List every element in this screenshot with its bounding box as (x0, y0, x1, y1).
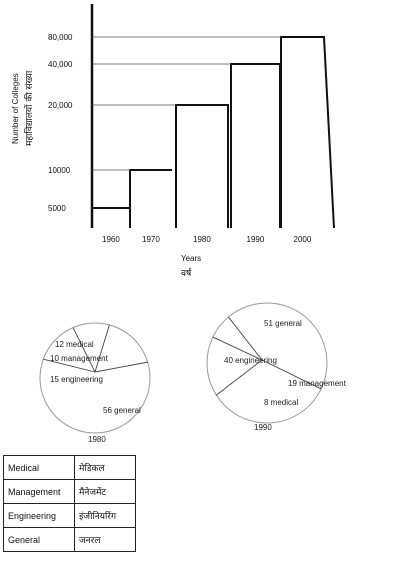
y-tick-label: 20,000 (48, 101, 73, 110)
x-tick-label: 1960 (102, 235, 120, 244)
slice-label: 10 management (50, 354, 108, 363)
y-tick-label: 5000 (48, 204, 66, 213)
x-tick-label: 1980 (193, 235, 211, 244)
x-axis-title-hindi: वर्ष (181, 269, 192, 279)
y-tick-label: 10000 (48, 166, 71, 175)
bar (130, 170, 172, 228)
pie-chart-1990 (207, 303, 347, 432)
slice-label: 15 engineering (50, 375, 103, 384)
bar (92, 208, 130, 228)
bar (176, 105, 228, 228)
legend-hindi: मैनेजमेंट (75, 480, 136, 504)
x-tick-label: 1990 (246, 235, 265, 244)
bar-chart (11, 4, 334, 279)
slice-label: 51 general (264, 319, 302, 328)
slice-label: 40 engineering (224, 356, 277, 365)
bar (281, 37, 334, 228)
legend-hindi: इंजीनियरिंग (75, 504, 136, 528)
slice-boundary (95, 325, 109, 372)
legend-hindi: मेडिकल (75, 456, 136, 480)
legend-row (4, 504, 136, 528)
legend-hindi: जनरल (75, 528, 136, 552)
slice-boundary (228, 317, 262, 360)
legend-english: Management (4, 480, 75, 504)
legend-english: Medical (4, 456, 75, 480)
x-tick-label: 1970 (142, 235, 160, 244)
y-tick-label: 80,000 (48, 33, 73, 42)
slice-label: 56 general (103, 406, 141, 415)
pie-chart-1980 (40, 323, 150, 444)
legend-row (4, 528, 136, 552)
slice-label: 12 medical (55, 340, 94, 349)
legend-row (4, 456, 136, 480)
y-tick-label: 40,000 (48, 60, 73, 69)
y-axis-title-hindi: महाविद्यालयों की संख्या (25, 70, 35, 146)
legend-table (3, 455, 136, 552)
slice-label: 19 management (288, 379, 346, 388)
pie-caption: 1990 (254, 423, 272, 432)
x-axis-title: Years (181, 254, 202, 263)
x-tick-label: 2000 (293, 235, 312, 244)
legend-english: General (4, 528, 75, 552)
slice-boundary (95, 362, 148, 372)
y-axis-title: Number of Colleges (11, 73, 20, 144)
legend-row (4, 480, 136, 504)
legend-english: Engineering (4, 504, 75, 528)
pie-caption: 1980 (88, 435, 106, 444)
slice-boundary (216, 360, 262, 395)
slice-boundary (73, 328, 95, 372)
bar (231, 64, 280, 228)
slice-label: 8 medical (264, 398, 299, 407)
